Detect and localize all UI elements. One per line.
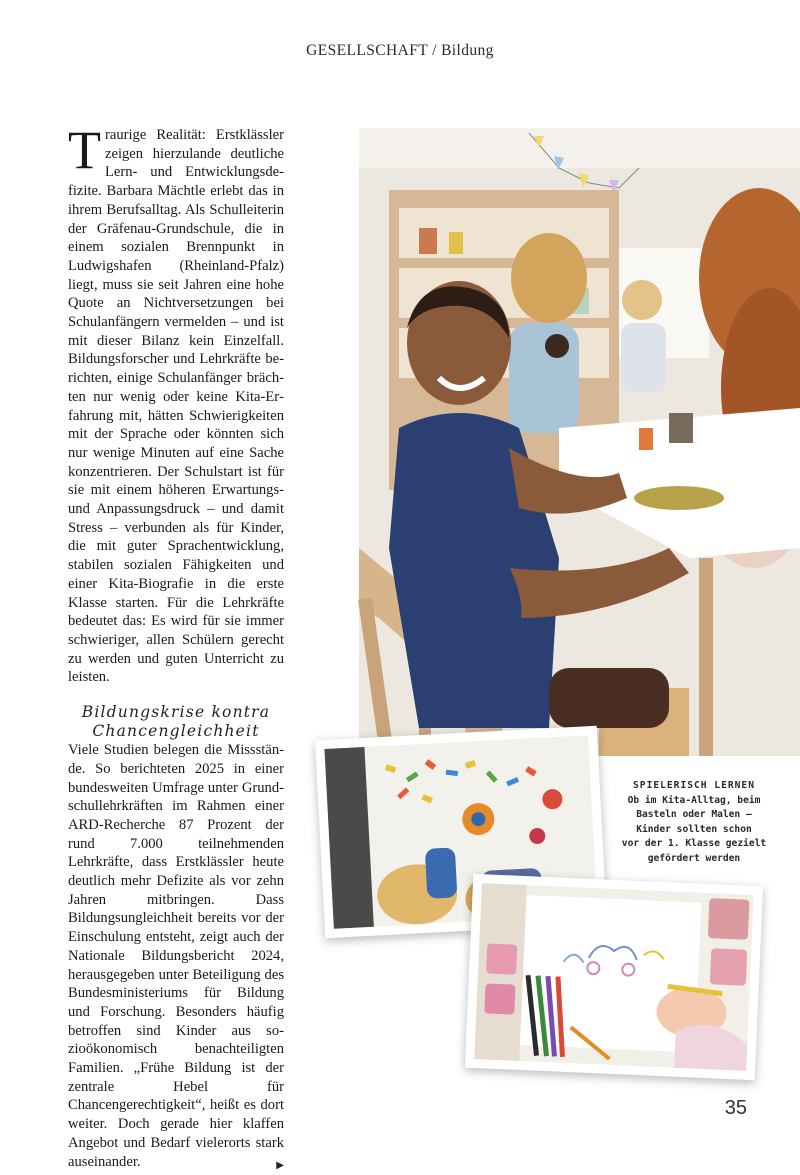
article-paragraph-2 — [68, 741, 284, 1171]
caption-line-4: vor der 1. Klasse gezielt — [621, 838, 767, 850]
paragraph-2-text: Viele Studien belegen die Missstände. So berichteten 2025 in einer bundesweiten Umfrage unter Grundschullehrkräften im Rahmen einer ARD-Recherche 87 Prozent der rund 7.000 teilnehmenden Lehrkräfte, dass Erstklässler heute deutlich mehr Defizite als vor zehn Jahren mitbringen. Dass Bildungsungleichheit bereits vor der Einschulung entsteht, zeigt auch der Nationale Bildungsbericht 2024, herausgegeben unter Beteiligung des Bundesministeriums für Bildung und Forschung. Besonders häufig betroffen sind Kinder aus sozioökonomisch benachteiligten Familien. „Frühe Bildung ist der zentrale Hebel für Chancengerechtigkeit“, heißt es dort weiter. Doch gerade hier klaffen Angebot und Bedarf vielerorts stark auseinander. — [68, 742, 284, 1170]
article-paragraph-1 — [68, 120, 284, 687]
polaroid-photo-drawing — [465, 874, 763, 1080]
article-subheading — [68, 703, 284, 741]
caption-line-2: Basteln oder Malen – — [636, 809, 752, 821]
caption-line-3: Kinder sollten schon — [636, 823, 752, 835]
drop-cap: T — [68, 120, 101, 180]
page-number: 35 — [724, 1097, 747, 1119]
caption-line-1: Ob im Kita-Alltag, beim — [627, 794, 761, 806]
main-photo-classroom — [359, 128, 800, 756]
continue-arrow-icon: ▶ — [276, 1159, 284, 1171]
subheading-line-2: Chancengleichheit — [92, 722, 260, 741]
caption-title: SPIELERISCH LERNEN — [633, 780, 755, 791]
article-column — [68, 120, 284, 1175]
classroom-illustration — [359, 128, 800, 756]
drawing-illustration — [474, 883, 753, 1071]
caption-line-5: gefördert werden — [647, 852, 741, 864]
subheading-line-1: Bildungskrise kontra — [81, 703, 271, 722]
paragraph-1-text: raurige Realität: Erstklässler zeigen hierzulande deutliche Lern- und Entwicklungsdefizite. Barbara Mächtle erlebt das in ihrem Berufsalltag. Als Schulleiterin der Gräfenau-Grundschule, die in einem sozialen Brennpunkt in Ludwigshafen (Rheinland-Pfalz) liegt, muss sie seit Jahren eine hohe Quote an Nichtversetzungen bei Schulanfängern vermelden – und ist mit dieser Bilanz kein Einzelfall. Bildungsforscher und Lehrkräfte berichten, einige Schulanfänger brächten nur wenig oder keine Kita-Erfahrung mit, hätten Schwierigkeiten mit der Sprache oder könnten sich nur wenige Minuten auf eine Sache konzentrieren. Der Schulstart ist für sie mit einem höheren Erwartungs- und Anpassungsdruck – und damit Stress – verbunden als für Kinder, die mit guter Sprachentwicklung, stabilen sozialen Fähigkeiten und einer Kita-Biografie in die erste Klasse starten. Für die Lehrkräfte bedeutet das: Es wird für sie immer schwieriger, allen Schülern gerecht zu werden und guten Unterricht zu leisten. — [68, 127, 284, 686]
photo-caption — [604, 779, 784, 867]
section-header: GESELLSCHAFT / Bildung — [306, 42, 494, 59]
